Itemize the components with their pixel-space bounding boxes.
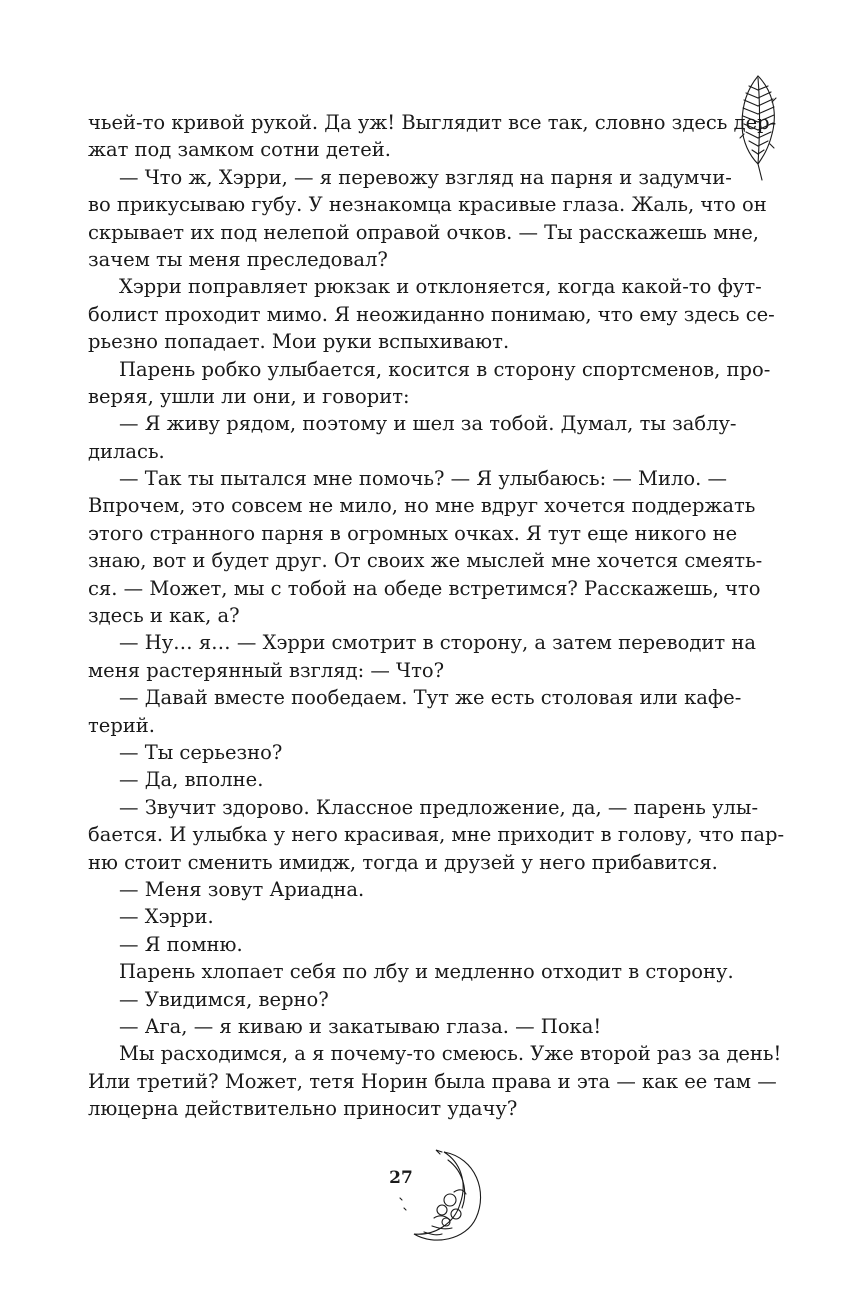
text-line: болист проходит мимо. Я неожиданно понимаю, что ему здесь се- (88, 302, 775, 326)
text-line: — Ага, — я киваю и закатываю глаза. — Пока! (119, 1014, 602, 1038)
text-line: веряя, ушли ли они, и говорит: (88, 384, 410, 408)
text-line: во прикусываю губу. У незнакомца красивые глаза. Жаль, что он (88, 193, 767, 217)
text-line: знаю, вот и будет друг. От своих же мыслей мне хочется смеять- (88, 549, 763, 573)
text-line: Хэрри поправляет рюкзак и отклоняется, когда какой-то фут- (119, 275, 762, 299)
text-line: — Что ж, Хэрри, — я перевожу взгляд на парня и задумчи- (119, 165, 732, 189)
text-line: Мы расходимся, а я почему-то смеюсь. Уже второй раз за день! (119, 1042, 782, 1066)
text-line: ню стоит сменить имидж, тогда и друзей у него прибавится. (88, 850, 718, 874)
text-line: Впрочем, это совсем не мило, но мне вдруг хочется поддержать (88, 494, 756, 518)
text-line: меня растерянный взгляд: — Что? (88, 658, 445, 682)
body-text (88, 109, 785, 1122)
text-line: — Меня зовут Ариадна. (119, 877, 365, 901)
text-line: люцерна действительно приносит удачу? (88, 1097, 518, 1121)
text-line: — Увидимся, верно? (119, 987, 329, 1011)
text-line: — Так ты пытался мне помочь? — Я улыбаюсь: — Мило. — (119, 467, 728, 491)
page-number: 27 (389, 1168, 413, 1188)
text-line: зачем ты меня преследовал? (88, 247, 388, 271)
text-line: Парень робко улыбается, косится в сторону спортсменов, про- (119, 357, 771, 381)
text-line: Или третий? Может, тетя Норин была права и эта — как ее там — (88, 1069, 777, 1093)
text-line: бается. И улыбка у него красивая, мне приходит в голову, что пар- (88, 823, 785, 847)
text-line: — Давай вместе пообедаем. Тут же есть столовая или кафе- (119, 686, 742, 710)
text-line: здесь и как, а? (88, 604, 240, 628)
text-line: — Ты серьезно? (119, 740, 283, 764)
crescent-moon-icon (384, 1148, 494, 1248)
text-line: скрывает их под нелепой оправой очков. — Ты расскажешь мне, (88, 220, 759, 244)
text-line: этого странного парня в огромных очках. Я тут еще никого не (88, 521, 738, 545)
text-line: — Хэрри. (119, 905, 214, 929)
text-line: — Ну… я… — Хэрри смотрит в сторону, а затем переводит на (119, 631, 757, 655)
text-line: жат под замком сотни детей. (88, 138, 391, 162)
text-line: — Да, вполне. (119, 768, 264, 792)
text-line: чьей-то кривой рукой. Да уж! Выглядит все так, словно здесь дер- (88, 111, 777, 134)
text-line: терий. (88, 713, 156, 737)
text-line: дилась. (88, 439, 165, 463)
text-line: — Я живу рядом, поэтому и шел за тобой. Думал, ты заблу- (119, 412, 737, 436)
text-line: — Я помню. (119, 932, 243, 956)
text-line: Парень хлопает себя по лбу и медленно отходит в сторону. (119, 960, 734, 984)
text-line: — Звучит здорово. Классное предложение, да, — парень улы- (119, 795, 759, 819)
text-line: ся. — Может, мы с тобой на обеде встретимся? Расскажешь, что (88, 576, 761, 600)
text-line: рьезно попадает. Мои руки вспыхивают. (88, 330, 510, 354)
